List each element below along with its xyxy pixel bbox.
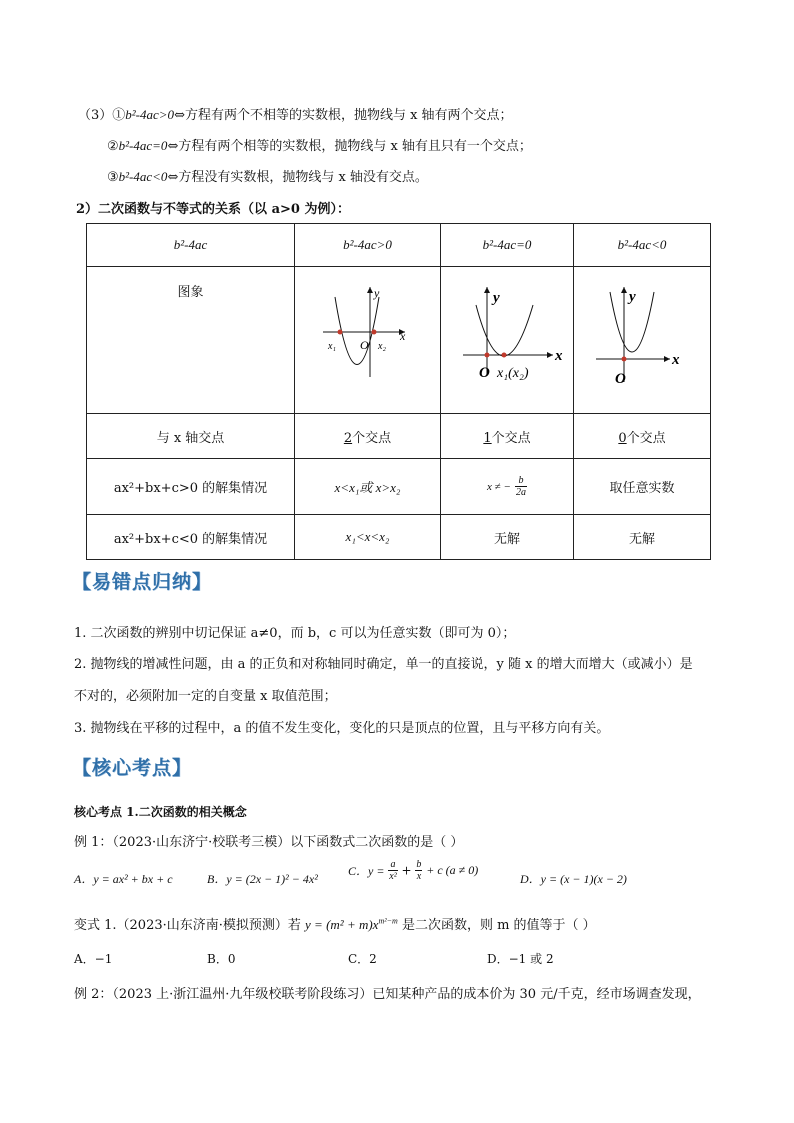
error-point-3: 3. 抛物线在平移的过程中，a 的值不发生变化，变化的只是顶点的位置，且与平移方向有关。: [74, 721, 610, 736]
table-header-cell: [87, 224, 295, 267]
variant-1-prefix: 变式 1.（2023·山东济南·模拟预测）若: [74, 918, 301, 933]
x1-label: x₁: [328, 341, 336, 352]
fraction-denominator: x²: [389, 871, 397, 882]
graph-no-root: [574, 267, 711, 414]
case-3-condition: b²-4ac<0: [118, 169, 168, 184]
example-1-option-b[interactable]: [207, 870, 318, 887]
header-positive: b²-4ac>0: [343, 237, 392, 252]
x12-label: x₁(x₂): [497, 366, 529, 381]
table-cell: [574, 515, 711, 560]
variant-1-formula: y = (m² + m)x: [305, 917, 379, 932]
table-row: [87, 224, 711, 267]
y-axis-label: y: [374, 286, 380, 300]
header-negative: b²-4ac<0: [617, 237, 667, 252]
table-cell: [295, 459, 441, 515]
section-2-title: 2）二次函数与不等式的关系（以 a>0 为例）：: [76, 202, 350, 217]
header-discriminant: b²-4ac: [173, 237, 208, 252]
intersection-count: 0: [618, 430, 627, 446]
variant-1-option-c[interactable]: C．2: [348, 952, 377, 966]
solution-set: 无解: [628, 531, 655, 547]
root-point: [338, 330, 343, 335]
parabola-no-root-graph: [574, 267, 711, 409]
x-axis-label: x: [672, 352, 680, 368]
solution-set: x₁<x<x₂: [345, 529, 390, 544]
case-2: [107, 135, 532, 154]
table-row: [87, 515, 711, 560]
greater-than-label: ax²+bx+c>0 的解集情况: [113, 481, 268, 496]
x-axis-label: x: [555, 348, 563, 364]
error-point-2b: 不对的，必须附加一定的自变量 x 取值范围；: [74, 689, 337, 704]
origin-label: O: [615, 371, 626, 387]
table-cell: [441, 515, 574, 560]
solution-set: 无解: [493, 531, 520, 547]
fraction-b-over-x: [415, 859, 422, 882]
case-3-number: ③: [107, 170, 119, 185]
y-axis-label: y: [493, 290, 500, 306]
solution-set: 取任意实数: [609, 481, 675, 496]
table-cell: [87, 414, 295, 459]
option-c-prefix: C．y =: [348, 864, 385, 878]
origin-label: O: [479, 365, 490, 381]
intersection-text: 个交点: [352, 430, 392, 446]
intersection-label: 与 x 轴交点: [156, 430, 225, 446]
fraction-denominator: x: [416, 871, 422, 882]
header-zero: b²-4ac=0: [482, 237, 532, 252]
intersection-count: 2: [343, 430, 353, 446]
table-header-cell: [441, 224, 574, 267]
table-header-cell: [295, 224, 441, 267]
table-cell: [441, 459, 574, 515]
origin-point: [485, 353, 490, 358]
case-1-number: （3）①: [78, 108, 126, 123]
graph-two-roots: [295, 267, 441, 414]
less-than-label: ax²+bx+c<0 的解集情况: [113, 531, 268, 547]
example-1: 例 1：（2023·山东济宁·校联考三模）以下函数式二次函数的是（ ）: [74, 835, 464, 850]
table-cell: [87, 267, 295, 414]
case-2-condition: b²-4ac=0: [118, 138, 168, 153]
option-c-tail: + c (a ≠ 0): [426, 863, 479, 877]
origin-label: O: [360, 338, 369, 352]
intersection-text: 个交点: [626, 430, 666, 446]
table-cell: [574, 414, 711, 459]
error-point-2a: 2. 抛物线的增减性问题，由 a 的正负和对称轴同时确定，单一的直接说，y 随 x 的增大而增大（或减小）是: [74, 657, 693, 672]
parabola-one-root-graph: [441, 267, 574, 409]
x-axis-label: x: [400, 329, 406, 343]
variant-1-exponent: m²−m: [378, 916, 398, 926]
case-3-text: ⇔方程没有实数根，抛物线与 x 轴没有交点。: [167, 170, 428, 185]
fraction-b-over-2a: [515, 475, 527, 498]
solution-set: x<x₁或 x>x₂: [334, 480, 401, 495]
option-a-text: A．y = ax² + bx + c: [74, 872, 173, 886]
graph-one-root: [441, 267, 574, 414]
example-1-option-d[interactable]: [520, 870, 627, 887]
table-cell: [441, 414, 574, 459]
parabola-two-roots-graph: [295, 267, 441, 409]
fraction-denominator: 2a: [515, 487, 526, 498]
solution-set-prefix: x ≠ −: [487, 481, 511, 493]
plus-sign: +: [401, 863, 412, 878]
variant-1-option-a[interactable]: A．−1: [74, 952, 113, 966]
table-cell: [574, 459, 711, 515]
fraction-numerator: b: [416, 859, 422, 870]
table-row: [87, 459, 711, 515]
vertex-point: [502, 353, 507, 358]
case-1: [78, 104, 513, 123]
table-cell: [87, 515, 295, 560]
option-d-text: D．y = (x − 1)(x − 2): [520, 872, 627, 886]
discriminant-table: [86, 223, 711, 560]
core-heading: 【核心考点】: [72, 757, 193, 779]
table-header-cell: [574, 224, 711, 267]
graph-label: 图象: [177, 285, 204, 300]
example-1-option-c[interactable]: [348, 859, 478, 882]
origin-point: [622, 357, 627, 362]
variant-1-option-b[interactable]: B．0: [207, 952, 236, 966]
intersection-count: 1: [483, 430, 492, 446]
example-2: 例 2：（2023 上·浙江温州·九年级校联考阶段练习）已知某种产品的成本价为 30 元/千克，经市场调查发现，: [74, 987, 701, 1002]
case-2-number: ②: [107, 139, 119, 154]
fraction-a-over-x2: [388, 859, 397, 882]
case-1-text: ⇔方程有两个不相等的实数根，抛物线与 x 轴有两个交点；: [174, 108, 513, 123]
intersection-text: 个交点: [491, 430, 531, 446]
errors-heading: 【易错点归纳】: [72, 571, 213, 593]
error-point-1: 1. 二次函数的辨别中切记保证 a≠0，而 b，c 可以为任意实数（即可为 0）；: [74, 626, 516, 641]
table-row: [87, 267, 711, 414]
table-row: [87, 414, 711, 459]
fraction-numerator: a: [388, 859, 397, 871]
fraction-numerator: b: [515, 475, 527, 487]
table-cell: [87, 459, 295, 515]
example-1-option-a[interactable]: [74, 870, 173, 887]
core-point-1: 核心考点 1.二次函数的相关概念: [74, 805, 247, 819]
option-b-text: B．y = (2x − 1)² − 4x²: [207, 872, 318, 886]
y-axis-label: y: [629, 289, 636, 305]
case-3: [107, 166, 428, 185]
root-point: [372, 330, 377, 335]
case-1-condition: b²-4ac>0: [125, 107, 175, 122]
variant-1-suffix: 是二次函数，则 m 的值等于（ ）: [401, 918, 596, 933]
x2-label: x₂: [378, 341, 386, 352]
case-2-text: ⇔方程有两个相等的实数根，抛物线与 x 轴有且只有一个交点；: [167, 139, 532, 154]
table-cell: [295, 515, 441, 560]
table-cell: [295, 414, 441, 459]
variant-1: [74, 914, 596, 933]
variant-1-option-d[interactable]: D．−1 或 2: [487, 952, 554, 966]
